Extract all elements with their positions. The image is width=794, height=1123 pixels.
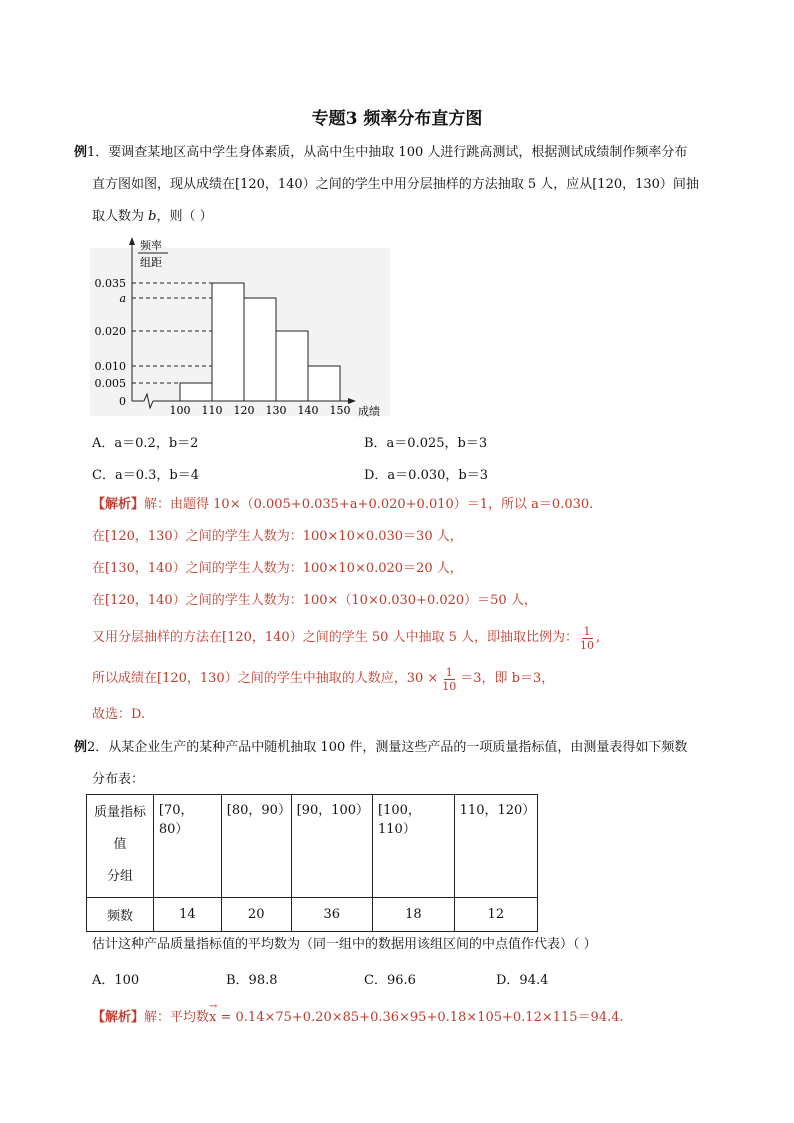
y-label-top: 频率 (140, 239, 162, 252)
table-group-cell: [80，90） (221, 795, 291, 898)
histogram-bar (276, 331, 308, 401)
x-tick-label: 130 (265, 404, 287, 417)
table-row (87, 795, 538, 898)
y-tick-label: a (119, 292, 126, 305)
table-group-cell: [90，100） (291, 795, 372, 898)
fraction: $\frac{1}{10}$ (580, 624, 595, 652)
option-a[interactable]: A．100 (92, 973, 140, 988)
table-freq-cell: 20 (221, 898, 291, 932)
analysis-1-line-1: 【解析】解：由题得 10×（0.005+0.035+a+0.020+0.010）＝1，所以 a＝0.030. (92, 497, 594, 512)
x-tick-label: 150 (329, 404, 351, 417)
x-tick-label: 120 (233, 404, 255, 417)
table-header-cell: 质量指标 值 分组 (87, 795, 154, 898)
option-a[interactable]: A．a＝0.2，b＝2 (92, 436, 199, 451)
y-tick-label: 0.020 (94, 325, 126, 338)
example-label: 例 (74, 740, 88, 755)
analysis-tag: 【解析】 (92, 1010, 145, 1025)
option-d[interactable]: D．a＝0.030，b＝3 (364, 468, 488, 483)
option-b[interactable]: B．98.8 (226, 973, 278, 988)
histogram-bar (180, 383, 212, 401)
example-number: 1． (87, 145, 109, 160)
example-1-question-line-1: 例1．要调查某地区高中学生身体素质，从高中生中抽取 100 人进行跳高测试，根据测试成绩制作频率分布 (74, 145, 688, 160)
analysis-1-line-4: 在[120，140）之间的学生人数为：100×（10×0.030+0.020）＝50 人， (92, 593, 537, 608)
option-d[interactable]: D．94.4 (496, 973, 549, 988)
frequency-table (86, 794, 538, 932)
table-group-cell: [100，110） (373, 795, 455, 898)
analysis-1-line-6: 所以成绩在[120，130）之间的学生中抽取的人数应，30 × $\frac{1}{10}$ ＝3，即 b＝3， (92, 665, 555, 693)
analysis-2-line-1: 【解析】解：平均数 → x = 0.14×75+0.20×85+0.36×95+0.18×105+0.12×115＝94.4. (92, 1001, 624, 1025)
table-group-cell: [70，80） (153, 795, 221, 898)
example-label: 例 (74, 145, 88, 160)
y-tick-label: 0 (119, 395, 126, 408)
table-freq-cell: 14 (153, 898, 221, 932)
analysis-1-line-3: 在[130，140）之间的学生人数为：100×10×0.020＝20 人， (92, 561, 463, 576)
histogram-bar (244, 298, 276, 401)
example-2-question-line-2: 分布表： (92, 772, 145, 787)
table-freq-cell: 12 (454, 898, 537, 932)
analysis-1-conclusion: 故选：D. (92, 707, 146, 722)
option-c[interactable]: C．a＝0.3，b＝4 (92, 468, 199, 483)
example-2-question-line-1: 例2．从某企业生产的某种产品中随机抽取 100 件，测量这些产品的一项质量指标值，由测量表得如下频数 (74, 740, 688, 755)
analysis-tag: 【解析】 (92, 497, 145, 512)
y-tick-label: 0.005 (94, 377, 126, 390)
y-tick-label: 0.035 (94, 277, 126, 290)
table-group-cell: 110，120） (454, 795, 537, 898)
fraction: $\frac{1}{10}$ (442, 665, 457, 693)
analysis-1-line-2: 在[120，130）之间的学生人数为：100×10×0.030＝30 人， (92, 529, 463, 544)
example-2-question-line-3: 估计这种产品质量指标值的平均数为（同一组中的数据用该组区间的中点值作代表）（ ） (92, 937, 597, 952)
x-tick-label: 100 (169, 404, 191, 417)
table-freq-cell: 18 (373, 898, 455, 932)
example-number: 2． (87, 740, 109, 755)
example-1-question-line-3: 取人数为 b，则（ ） (92, 209, 213, 224)
y-axis-arrow (129, 237, 135, 245)
x-tick-label: 140 (297, 404, 319, 417)
x-label: 成绩 (358, 405, 380, 418)
vector-arrow: → (209, 1001, 218, 1012)
analysis-1-line-5: 又用分层抽样的方法在[120，140）之间的学生 50 人中抽取 5 人，即抽取比例为： $\frac{1}{10}$ , (92, 624, 601, 652)
y-tick-label: 0.010 (94, 360, 126, 373)
page-title: 专题3 频率分布直方图 (311, 109, 483, 129)
histogram-bar (308, 366, 340, 401)
table-freq-label: 频数 (87, 898, 154, 932)
mean-symbol: → x (209, 1001, 218, 1025)
option-c[interactable]: C．96.6 (364, 973, 416, 988)
frequency-histogram (86, 236, 406, 420)
table-freq-cell: 36 (291, 898, 372, 932)
x-tick-label: 110 (201, 404, 223, 417)
histogram-bar (212, 283, 244, 401)
table-row (87, 898, 538, 932)
option-b[interactable]: B．a＝0.025，b＝3 (364, 436, 488, 451)
example-1-question-line-2: 直方图如图，现从成绩在[120，140）之间的学生中用分层抽样的方法抽取 5 人，应从[120，130）间抽 (92, 177, 699, 192)
y-label-bottom: 组距 (140, 256, 162, 269)
